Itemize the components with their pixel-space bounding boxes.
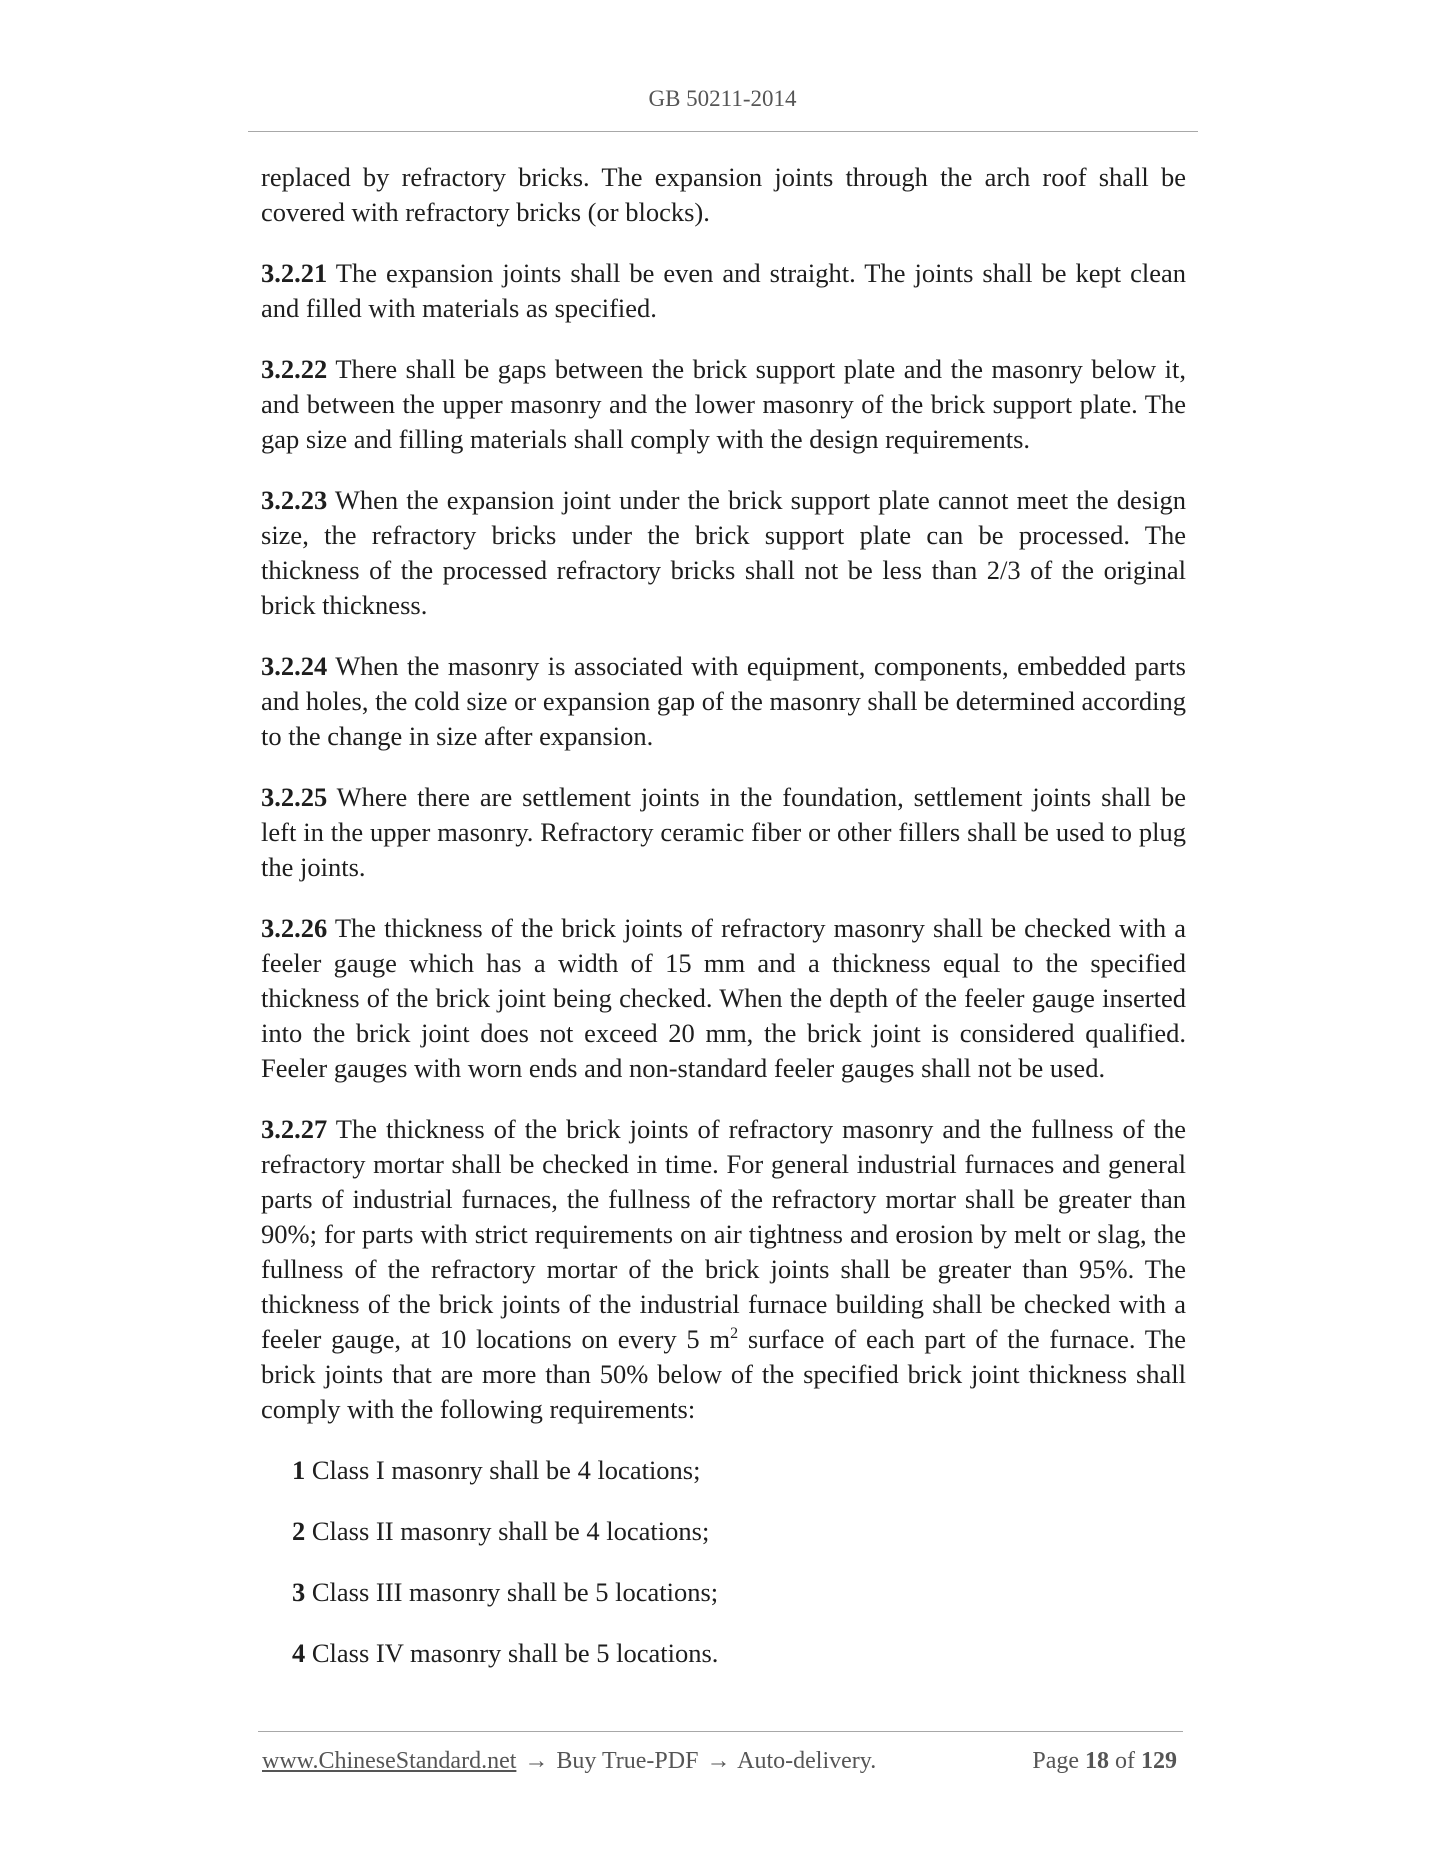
clause-3-2-24: [261, 649, 1186, 754]
list-item-4: [292, 1636, 1186, 1671]
page-total: 129: [1141, 1748, 1177, 1774]
intro-text: replaced by refractory bricks. The expansion joints through the arch roof shall be covered with refractory bricks (or blocks).: [261, 162, 1186, 227]
list-item-number: 2: [292, 1516, 306, 1546]
list-item-1: [292, 1453, 1186, 1488]
clause-text: When the expansion joint under the brick support plate cannot meet the design size, the refractory bricks under the brick support plate can be processed. The thickness of the processed refractory bricks shall not be less than 2/3 of the original brick thickness.: [261, 485, 1186, 620]
clause-3-2-21: [261, 256, 1186, 326]
intro-paragraph: [261, 160, 1186, 230]
clause-text: When the masonry is associated with equipment, components, embedded parts and holes, the cold size or expansion gap of the masonry shall be determined according to the change in size after expansion.: [261, 651, 1187, 751]
list-item-text: Class I masonry shall be 4 locations;: [305, 1455, 701, 1485]
clause-number: 3.2.21: [261, 258, 328, 288]
clause-3-2-26: [261, 911, 1186, 1086]
clause-3-2-25: [261, 780, 1186, 885]
clause-text: Where there are settlement joints in the foundation, settlement joints shall be left in the upper masonry. Refractory ceramic fiber or other fillers shall be used to plug the joints.: [261, 782, 1186, 882]
page-indicator: [1032, 1748, 1177, 1775]
clause-number: 3.2.24: [261, 651, 328, 681]
list-item-text: Class III masonry shall be 5 locations;: [305, 1577, 719, 1607]
clause-number: 3.2.27: [261, 1114, 328, 1144]
arrow-right-icon: →: [524, 1748, 549, 1774]
clause-text: The thickness of the brick joints of refractory masonry shall be checked with a feeler gauge which has a width of 15 mm and a thickness equal to the specified thickness of the brick joint being checked. When the depth of the feeler gauge inserted into the brick joint does not exceed 20 mm, the brick joint is considered qualified. Feeler gauges with worn ends and non-standard feeler gauges shall not be used.: [261, 913, 1186, 1083]
standard-code: GB 50211-2014: [648, 86, 797, 111]
page-of: of: [1109, 1748, 1141, 1774]
clause-number: 3.2.26: [261, 913, 328, 943]
clause-text: The thickness of the brick joints of refractory masonry and the fullness of the refractory mortar shall be checked in time. For general industrial furnaces and general parts of industrial furnaces, the fullness of the refractory mortar shall be greater than 90%; for parts with strict requirements on air tightness and erosion by melt or slag, the fullness of the refractory mortar of the brick joints shall be greater than 95%. The thickness of the brick joints of the industrial furnace building shall be checked with a feeler gauge, at 10 locations on every 5 m: [261, 1114, 1186, 1354]
clause-number: 3.2.25: [261, 782, 328, 812]
list-item-2: [292, 1514, 1186, 1549]
footer-divider: [258, 1731, 1183, 1732]
superscript: 2: [730, 1325, 739, 1342]
footer-promo: [262, 1748, 876, 1775]
page-label: Page: [1032, 1748, 1085, 1774]
clause-number: 3.2.22: [261, 354, 328, 384]
list-item-number: 4: [292, 1638, 306, 1668]
list-item-text: Class II masonry shall be 4 locations;: [305, 1516, 710, 1546]
delivery-text: Auto-delivery.: [732, 1748, 877, 1774]
website-link[interactable]: www.ChineseStandard.net: [262, 1748, 517, 1774]
clause-3-2-27: [261, 1112, 1186, 1427]
list-item-text: Class IV masonry shall be 5 locations.: [305, 1638, 719, 1668]
clause-number: 3.2.23: [261, 485, 328, 515]
buy-text: Buy True-PDF: [550, 1748, 705, 1774]
document-body: [261, 160, 1186, 1697]
clause-text-continued: surface of each part of the furnace. The brick joints that are more than 50% below of the specified brick joint thickness shall comply with the following requirements:: [261, 1324, 1186, 1424]
list-item-3: [292, 1575, 1186, 1610]
clause-3-2-22: [261, 352, 1186, 457]
arrow-right-icon: →: [706, 1748, 731, 1774]
header-divider: [248, 131, 1198, 132]
clause-text: There shall be gaps between the brick support plate and the masonry below it, and between the upper masonry and the lower masonry of the brick support plate. The gap size and filling materials shall comply with the design requirements.: [261, 354, 1186, 454]
list-item-number: 3: [292, 1577, 306, 1607]
clause-3-2-23: [261, 483, 1186, 623]
page-current: 18: [1085, 1748, 1109, 1774]
page-header: [0, 86, 1445, 112]
clause-text: The expansion joints shall be even and straight. The joints shall be kept clean and filled with materials as specified.: [261, 258, 1186, 323]
list-item-number: 1: [292, 1455, 306, 1485]
